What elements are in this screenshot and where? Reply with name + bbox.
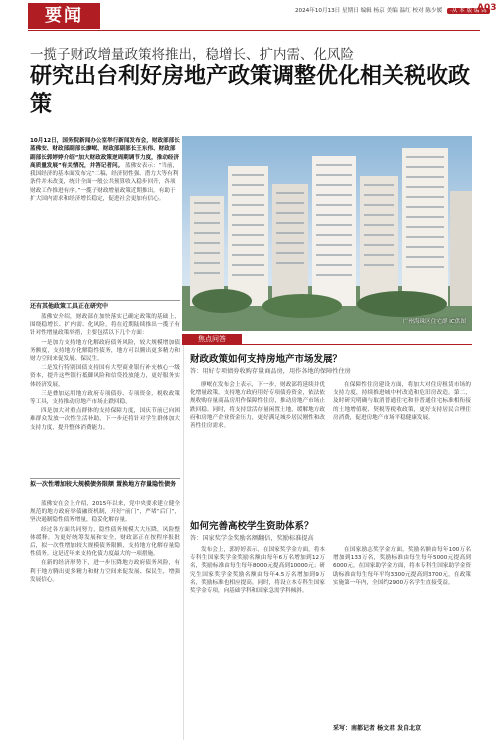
qa-rule: [182, 344, 472, 345]
q1-text-b: [333, 381, 471, 511]
q2-subtitle: 答：国家奖学金奖励名额翻倍，奖励标准提高: [190, 535, 314, 542]
column-divider: [183, 345, 184, 740]
headline: 研究出台利好房地产政策调整优化相关税收政策: [30, 64, 471, 117]
paragraph: 三是叠加运用地方政府专项债券、专项资金、税收政策等工具，支持推动房地产市场止跌回稳。: [30, 390, 180, 406]
paragraph: 在保障性住房建设方面，将加大对住房租赁市场的支持力度，持续推进城中村改造和危旧房改造。第二，及时研究明确与取消普通住宅和非普通住宅标准相衔接的土地增值税、契税等税收政策，更好支持居民合理住房消费，促进房地产市场平稳健康发展。: [333, 382, 471, 421]
section-tag: 要闻: [28, 3, 100, 29]
photo-caption: 广州海珠区住宅群 IC供图: [402, 319, 466, 325]
page-number: A03: [477, 3, 497, 13]
q1-text-a: [190, 381, 325, 511]
header-meta: [295, 6, 490, 14]
masthead: [0, 0, 500, 30]
q2-text-b: [333, 546, 471, 721]
lead-first: 10月12日，国务院新闻办公室举行新闻发布会，财政部部长蓝佛安、财政部副部长廖岷、财政部副部长王东伟、财政部副部长郭婷婷介绍“加大财政政策逆周期调节力度，推动经济高质量发展”有关情况，并答记者问。: [30, 138, 180, 169]
byline: 采写：南都记者 杨文君 发自北京: [333, 725, 422, 732]
q1-title: 财政政策如何支持房地产市场发展？: [190, 354, 343, 365]
lead-paragraph: [30, 137, 180, 280]
editor-tag: ·从 本 版 编 辑: [447, 8, 490, 14]
kicker: 一揽子财政增量政策将推出，稳增长、扩内需、化风险: [30, 47, 354, 63]
qa-tab: 焦点问答: [182, 334, 242, 345]
paragraph: 蓝佛安介绍，财政部在加快落实已确定政策的基础上，围绕稳增长、扩内需、化风险，将在近期陆续推出一揽子有针对性增量政策举措，主要包括以下几个方面：: [30, 314, 180, 337]
q2-title: 如何完善高校学生资助体系？: [190, 521, 314, 532]
masthead-rule: [28, 30, 480, 31]
paragraph: 经过各方面共同努力，隐性债务规模大大压降，风险整体缓释。为更好统筹发展和安全，财政部正在按程序报批后，拟一次性增加较大规模债务限额，支持地方化解存量隐性债务。这是近年来支持化债力度最大的一项措施。: [30, 526, 180, 558]
paragraph: 在国家励志奖学金方面，奖励名额由每年100万名增加到133万名，奖励标准由每生每年5000元提高到6000元。在国家助学金方面，将本专科生国家助学金资助标准由每生每年平均3300元提高到3700元，在政策实施第一年内，全国约2900万名学生直接受益。: [333, 547, 471, 586]
residential-photo: [182, 136, 472, 331]
paragraph: 发布会上，郭婷婷表示，在国家奖学金方面，将本专科生国家奖学金奖励名额由每年6万名增加到12万名，奖励标准由每生每年8000元提高到10000元；研究生国家奖学金奖励名额由每年4.5万名增加到9万名，奖励标准也相应提高。同时，将设立本专科生国家奖学金专项，向基础学科和国家急需学科倾斜。: [190, 547, 325, 595]
subhead-policy-tools: 还有其他政策工具正在研究中: [30, 300, 180, 311]
buildings-illustration: [182, 136, 472, 331]
paragraph: 蓝佛安在会上介绍，2015年以来，党中央要求建立健全规范的地方政府举债融资机制，开好“前门”，严堵“后门”，坚决遏制隐性债务增量，稳妥化解存量。: [30, 501, 180, 524]
subhead-debt-quota: 拟一次性增加较大规模债务限额 置换地方存量隐性债务: [30, 478, 180, 489]
paragraph: 在新的经济形势下，进一步压降地方政府债务风险，有利于地方腾出更多精力和财力空间来促发展、保民生，增强发展信心。: [30, 560, 180, 583]
paragraph: 廖岷在发布会上表示，下一步，财政部将延续并优化增量政策，支持地方政府用好专项债券资金，依法依规收购存量商品房用作保障性住房，推动房地产市场止跌回稳。同时，将支持盘活存量闲置土地，缓解地方政府和房地产企业资金压力，更好满足城乡居民刚性和改善性住房需求。: [190, 382, 325, 430]
q2-text-a: [190, 546, 325, 731]
col1-text-a: [30, 313, 180, 473]
issue-info: 2024年10月13日 星期日 编辑 杨京 美编 温红 校对 陈少媛: [295, 8, 443, 14]
q1-subtitle: 答：用好专项债券收购存量商品房，用作各地的保障性住房: [190, 368, 351, 375]
col1-text-b: [30, 500, 180, 740]
paragraph: 四是加大对重点群体的支持保障力度，国庆节前已向困难群众发放一次性生活补助，下一步还将针对学生群体加大支持力度，提升整体消费能力。: [30, 408, 180, 431]
paragraph: 一是加力支持地方化解政府债务风险，较大规模增加债务额度，支持地方化解隐性债务，地方可以腾出更多精力和财力空间来促发展、保民生。: [30, 339, 180, 363]
lead-rest: 蓝佛安表示：“当前，我国经济的基本面发布完“二稿，经济韧性强、潜力大等有利条件并未改变，统计全面一般公共预算收入稳步回升，各项财政工作推进有序。”一揽子财政增量政策近期推出，有助于扩大国内需求和经济增长稳定，促进社会更加有信心。: [30, 162, 179, 203]
paragraph: 二是发行特别国债支持国有大型商业银行补充核心一级资本，提升这些银行抵御风险和信贷投放能力，更好服务实体经济发展。: [30, 365, 180, 388]
